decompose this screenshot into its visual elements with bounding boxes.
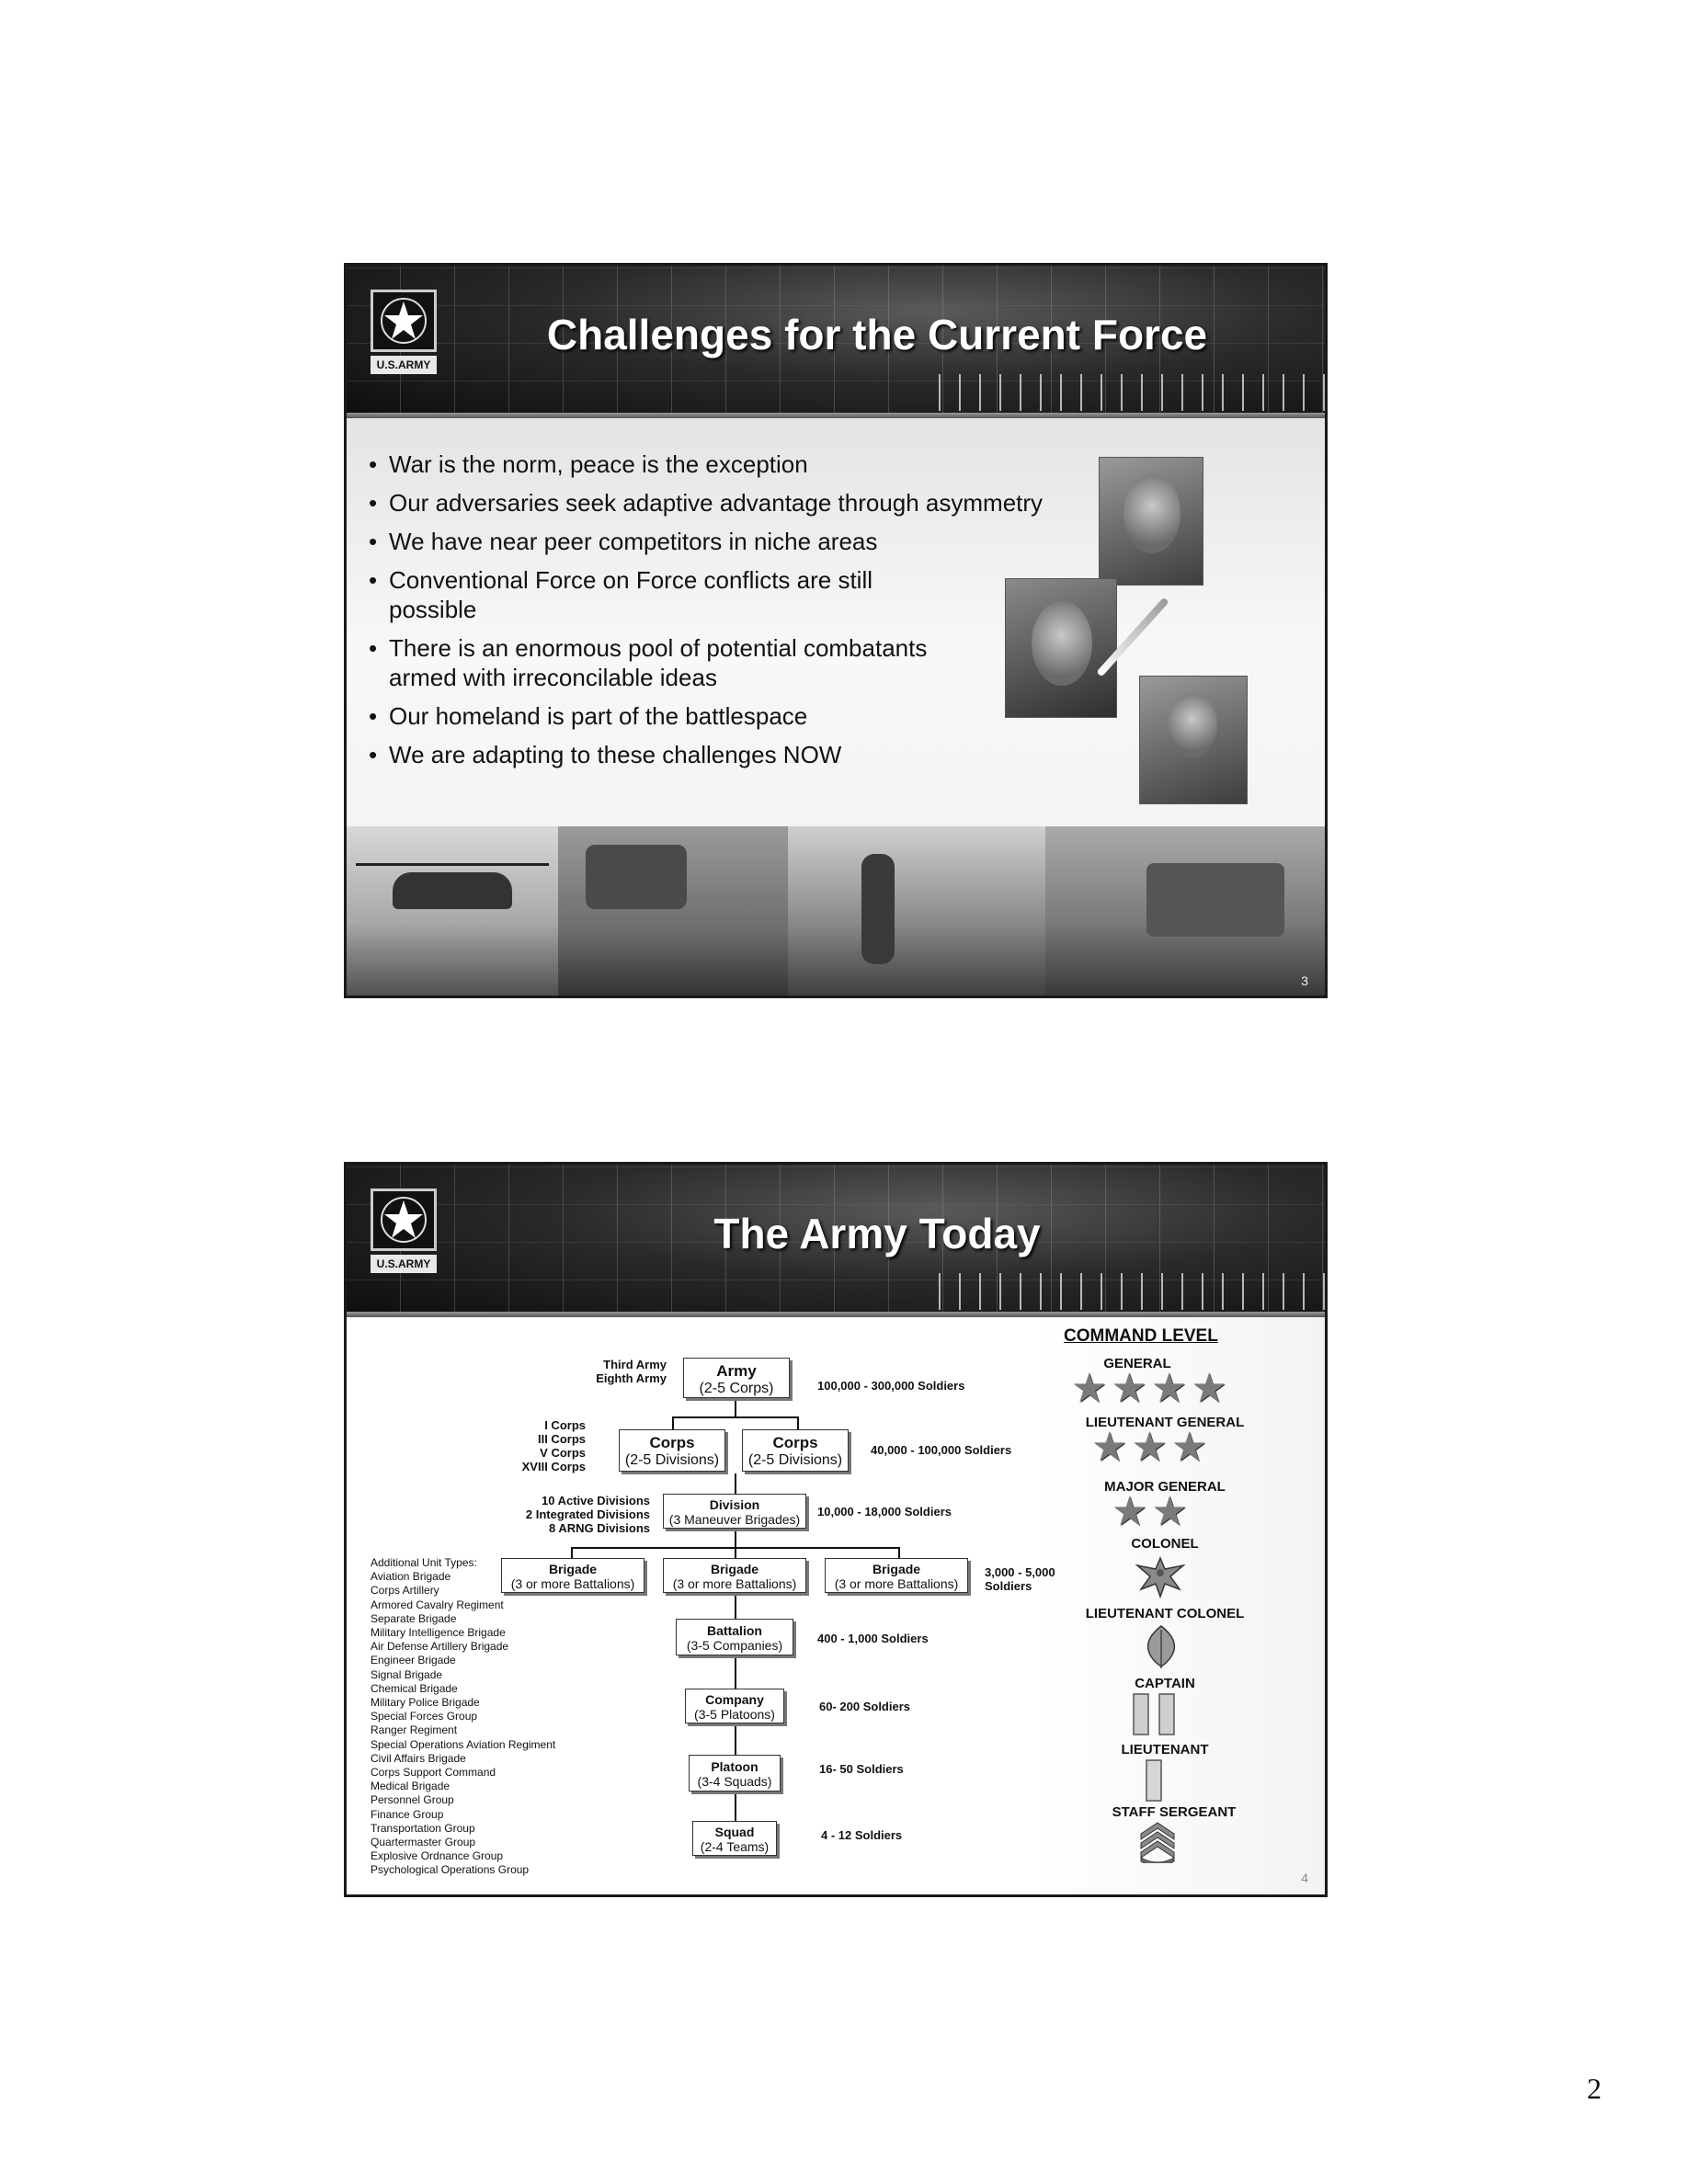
org-box-platoon (689, 1755, 781, 1792)
org-box-corps (742, 1429, 849, 1472)
oak-leaf-insignia-icon (1143, 1624, 1180, 1670)
captain-bars-icon (1130, 1692, 1178, 1736)
star-icon (380, 297, 428, 345)
portrait-photo (1005, 578, 1117, 718)
page-number: 2 (1587, 2072, 1602, 2105)
org-box-subtitle: (3 or more Battalions) (834, 1576, 959, 1591)
slide-title: The Army Today (713, 1210, 1041, 1257)
star-icon: ★ (1111, 1366, 1147, 1411)
unit-type-item: Psychological Operations Group (371, 1863, 530, 1877)
slide-number: 4 (1301, 1871, 1308, 1885)
bullet-item: • Conventional Force on Force conflicts are still possible (365, 565, 922, 624)
division-units-label: 10 Active Divisions 2 Integrated Divisions 8 ARNG Divisions (525, 1494, 650, 1535)
org-box-squad (692, 1821, 777, 1856)
battalion-soldier-count: 400 - 1,000 Soldiers (817, 1632, 929, 1645)
org-box-subtitle: (2-5 Corps) (699, 1381, 774, 1396)
org-box-company (685, 1689, 784, 1723)
org-box-title: Brigade (548, 1562, 598, 1576)
org-box-title: Brigade (710, 1562, 759, 1576)
org-box-title: Corps (772, 1434, 818, 1451)
unit-type-item: Medical Brigade (371, 1780, 451, 1793)
unit-type-item: Civil Affairs Brigade (371, 1751, 466, 1765)
org-box-subtitle: (3-5 Platoons) (694, 1707, 775, 1722)
star-icon: ★ (1150, 1366, 1188, 1411)
additional-unit-types (371, 1556, 555, 1878)
bullet-item: • Our homeland is part of the battlespace (365, 701, 1101, 731)
org-box-subtitle: (3-5 Companies) (686, 1638, 783, 1653)
slide-header (347, 1165, 1325, 1317)
org-box-title: Corps (649, 1434, 695, 1451)
unit-type-item: Air Defense Artillery Brigade (371, 1640, 509, 1654)
unit-type-item: Transportation Group (371, 1821, 475, 1835)
unit-type-item: Personnel Group (371, 1793, 454, 1807)
unit-type-item: Special Forces Group (371, 1710, 478, 1723)
additional-units-heading: Additional Unit Types: (371, 1556, 477, 1569)
unit-type-item: Finance Group (371, 1807, 444, 1821)
army-logo (371, 1189, 437, 1275)
rank-label-lieutenant: LIEUTENANT (1121, 1742, 1209, 1757)
slide-header (347, 266, 1325, 418)
brigade-soldier-count: 3,000 - 5,000 Soldiers (985, 1565, 1055, 1593)
unit-type-item: Explosive Ordnance Group (371, 1849, 504, 1863)
army-units-label: Third Army Eighth Army (596, 1358, 667, 1385)
rank-label-lieutenant-colonel: LIEUTENANT COLONEL (1085, 1606, 1245, 1621)
portrait-photo (1099, 457, 1203, 586)
slide-challenges (344, 263, 1328, 998)
slide-number: 3 (1301, 973, 1308, 988)
org-box-brigade (825, 1558, 968, 1593)
unit-type-item: Armored Cavalry Regiment (371, 1598, 504, 1611)
rank-label-general: GENERAL (1103, 1356, 1171, 1371)
general-insignia (1071, 1366, 1227, 1411)
star-icon: ★ (1191, 1366, 1227, 1411)
unit-type-item: Corps Support Command (371, 1766, 496, 1780)
unit-type-item: Ranger Regiment (371, 1723, 458, 1737)
unit-type-item: Special Operations Aviation Regiment (371, 1737, 556, 1751)
unit-type-item: Engineer Brigade (371, 1654, 456, 1667)
org-box-subtitle: (3 or more Battalions) (510, 1576, 635, 1591)
org-box-division (663, 1494, 806, 1529)
org-box-subtitle: (2-5 Divisions) (747, 1452, 843, 1468)
corps-soldier-count: 40,000 - 100,000 Soldiers (871, 1443, 1012, 1457)
unit-type-item: Quartermaster Group (371, 1836, 476, 1849)
star-icon: ★ (1131, 1425, 1168, 1470)
org-box-title: Army (716, 1362, 757, 1380)
rank-label-staff-sergeant: STAFF SERGEANT (1112, 1804, 1237, 1820)
org-box-title: Company (705, 1692, 764, 1707)
rank-label-captain: CAPTAIN (1135, 1676, 1195, 1691)
unit-type-item: Military Police Brigade (371, 1696, 480, 1710)
logo-text: U.S.ARMY (371, 1255, 437, 1273)
rank-label-major-general: MAJOR GENERAL (1104, 1479, 1226, 1495)
bullet-item: • Our adversaries seek adaptive advantage through asymmetry (365, 488, 1101, 518)
division-soldier-count: 10,000 - 18,000 Soldiers (817, 1505, 952, 1519)
bullet-list (365, 449, 1101, 779)
unit-type-item: Military Intelligence Brigade (371, 1626, 506, 1640)
org-box-corps (619, 1429, 725, 1472)
org-box-brigade (663, 1558, 806, 1593)
logo-text: U.S.ARMY (371, 356, 437, 374)
corps-units-label: I Corps III Corps V Corps XVIII Corps (521, 1418, 586, 1473)
portrait-photo (1139, 676, 1248, 804)
major-general-insignia (1112, 1489, 1188, 1534)
staff-sergeant-chevron-icon (1139, 1821, 1176, 1863)
org-box-battalion (676, 1619, 793, 1655)
org-box-subtitle: (2-5 Divisions) (624, 1452, 720, 1468)
bullet-item: • War is the norm, peace is the exception (365, 449, 1101, 479)
unit-type-item: Chemical Brigade (371, 1681, 458, 1695)
star-icon: ★ (1170, 1425, 1208, 1470)
star-icon (380, 1196, 428, 1244)
command-level-heading: COMMAND LEVEL (1064, 1326, 1218, 1346)
star-icon: ★ (1151, 1489, 1188, 1534)
org-box-title: Squad (714, 1825, 755, 1839)
army-logo (371, 290, 437, 376)
bullet-item: • We are adapting to these challenges NOW (365, 740, 1101, 769)
unit-type-item: Separate Brigade (371, 1611, 457, 1625)
org-box-subtitle: (3-4 Squads) (697, 1774, 772, 1789)
unit-type-item: Aviation Brigade (371, 1570, 451, 1584)
company-soldier-count: 60- 200 Soldiers (819, 1700, 910, 1713)
rank-label-colonel: COLONEL (1131, 1536, 1199, 1552)
eagle-insignia-icon (1134, 1553, 1187, 1600)
photo-strip (347, 826, 1325, 998)
star-icon: ★ (1091, 1425, 1128, 1470)
squad-soldier-count: 4 - 12 Soldiers (821, 1828, 903, 1842)
org-box-title: Division (709, 1497, 760, 1512)
org-box-subtitle: (2-4 Teams) (700, 1839, 770, 1854)
rank-label-lieutenant-general: LIEUTENANT GENERAL (1085, 1415, 1245, 1430)
army-soldier-count: 100,000 - 300,000 Soldiers (817, 1379, 965, 1393)
bullet-item: • There is an enormous pool of potential combatants armed with irreconcilable ideas (365, 633, 977, 692)
org-box-army (683, 1358, 790, 1398)
org-box-subtitle: (3 or more Battalions) (672, 1576, 797, 1591)
star-icon: ★ (1071, 1366, 1108, 1411)
lieutenant-bar-icon (1145, 1758, 1163, 1803)
org-box-title: Battalion (707, 1623, 762, 1638)
lieutenant-general-insignia (1091, 1425, 1208, 1470)
unit-type-item: Corps Artillery (371, 1584, 439, 1598)
slide-army-today (344, 1162, 1328, 1897)
bullet-item: • We have near peer competitors in niche areas (365, 527, 1101, 556)
slide-title: Challenges for the Current Force (546, 311, 1208, 358)
org-box-title: Brigade (872, 1562, 921, 1576)
org-box-subtitle: (3 Maneuver Brigades) (668, 1512, 801, 1527)
platoon-soldier-count: 16- 50 Soldiers (819, 1762, 904, 1776)
org-box-title: Platoon (711, 1759, 758, 1774)
star-icon: ★ (1112, 1489, 1148, 1534)
unit-type-item: Signal Brigade (371, 1667, 443, 1681)
